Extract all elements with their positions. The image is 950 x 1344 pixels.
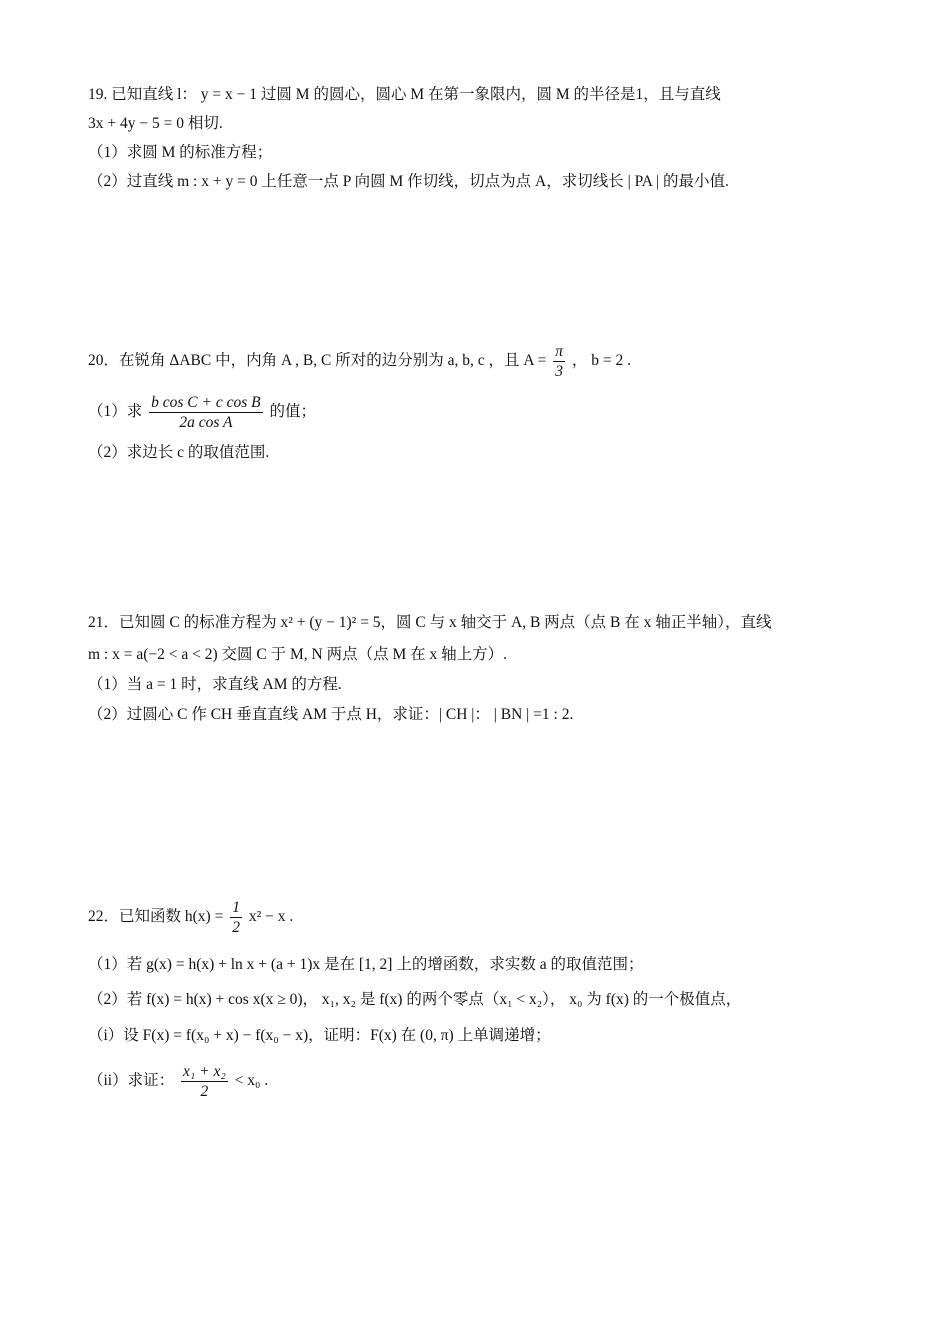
q19-part2: （2）过直线 m : x + y = 0 上任意一点 P 向圆 M 作切线，切点为点 A，求切线长 | PA | 的最小值.: [88, 173, 729, 190]
q21-part1: （1）当 a = 1 时，求直线 AM 的方程.: [88, 676, 342, 693]
denominator: 2: [232, 919, 240, 936]
fraction-one-half: [230, 898, 242, 937]
q20-part1: [88, 393, 316, 432]
q19-stem-line2: 3x + 4y − 5 = 0 相切.: [88, 115, 223, 132]
q22-stem-text-end: x² − x .: [248, 908, 294, 926]
q19-stem-line1: 19. 已知直线 l： y = x − 1 过圆 M 的圆心，圆心 M 在第一象限内，圆 M 的半径是1，且与直线: [88, 86, 721, 103]
q22-part1: （1）若 g(x) = h(x) + ln x + (a + 1)x 是在 [1, 2] 上的增函数，求实数 a 的取值范围；: [88, 956, 644, 973]
q20-part1-text-end: 的值；: [269, 403, 316, 421]
q22-part2: （2）若 f(x) = h(x) + cos x(x ≥ 0)， x₁, x₂ 是 f(x) 的两个零点（x₁ < x₂）， x₀ 为 f(x) 的一个极值点，: [88, 991, 742, 1008]
denominator: 2: [200, 1083, 209, 1100]
q21-stem-line2: m : x = a(−2 < a < 2) 交圆 C 于 M, N 两点（点 M 在 x 轴上方）.: [88, 646, 508, 663]
numerator: b cos C + c cos B: [151, 394, 261, 411]
q20-stem: [88, 342, 631, 381]
q22-stem: [88, 898, 293, 937]
q20-part2: （2）求边长 c 的取值范围.: [88, 444, 270, 461]
q21-part2: （2）过圆心 C 作 CH 垂直直线 AM 于点 H，求证：| CH |： | BN | =1 : 2.: [88, 706, 574, 723]
fraction-expression: [149, 393, 262, 432]
q22-part-ii-text: （ii）求证：: [88, 1072, 175, 1090]
fraction-mean: [181, 1062, 228, 1101]
q21-stem-line1: 21．已知圆 C 的标准方程为 x² + (y − 1)² = 5，圆 C 与 x 轴交于 A, B 两点（点 B 在 x 轴正半轴），直线: [88, 614, 772, 631]
q22-part-i: （i）设 F(x) = f(x₀ + x) − f(x₀ − x)，证明：F(x) 在 (0, π) 上单调递增；: [88, 1027, 551, 1044]
q22-part-ii-text-end: < x₀ .: [234, 1072, 269, 1090]
q20-stem-text: 20．在锐角 ΔABC 中，内角 A , B, C 所对的边分别为 a, b, c ，且 A =: [88, 352, 547, 370]
q20-stem-text-end: ， b = 2 .: [571, 352, 631, 370]
denominator: 2a cos A: [179, 414, 233, 431]
q20-part1-text: （1）求: [88, 403, 143, 421]
fraction-pi-over-3: [553, 342, 565, 381]
numerator: x₁ + x₂: [183, 1063, 226, 1080]
denominator: 3: [555, 363, 563, 380]
q22-stem-text: 22．已知函数 h(x) =: [88, 908, 224, 926]
q22-part-ii: [88, 1062, 268, 1101]
numerator: π: [555, 343, 563, 360]
q19-part1: （1）求圆 M 的标准方程；: [88, 144, 273, 161]
numerator: 1: [232, 899, 240, 916]
